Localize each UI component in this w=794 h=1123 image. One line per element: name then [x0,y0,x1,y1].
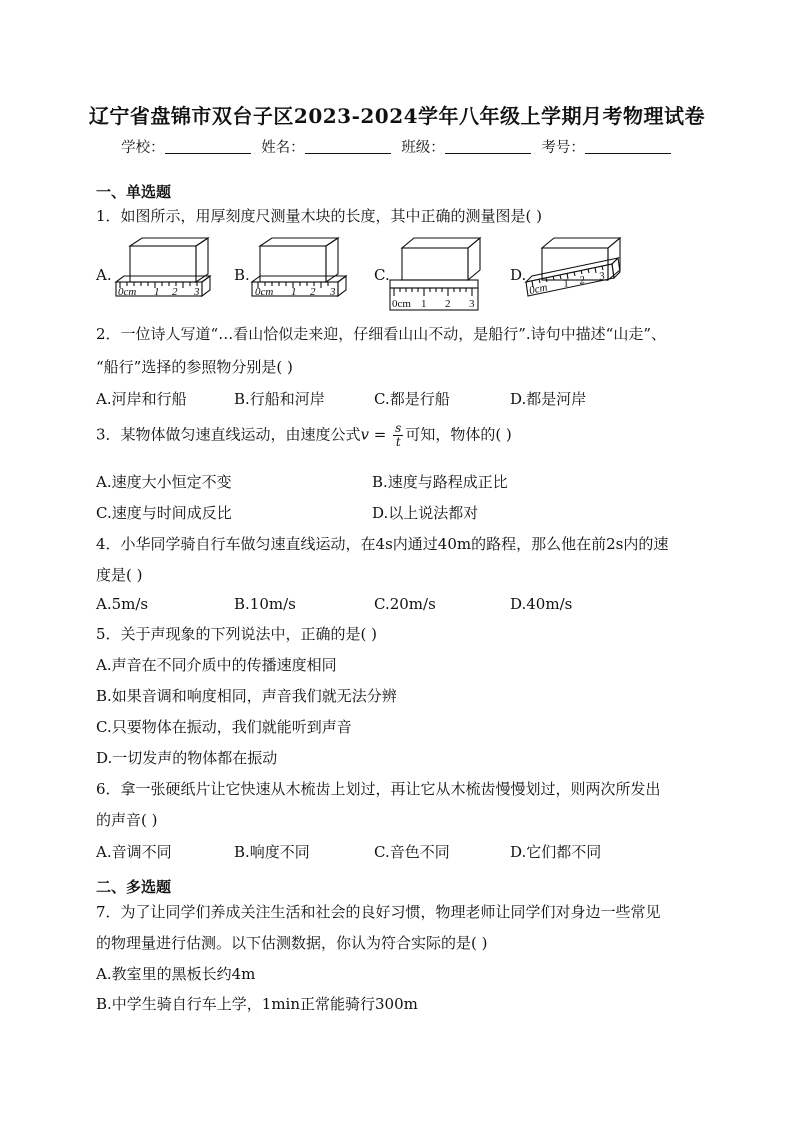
q1-d-tick-0: 0cm [528,281,549,297]
q1-d-tick-1: 1 [562,277,571,290]
section-heading-single: 一、单选题 [96,183,172,201]
q1-figure-b [246,236,352,312]
q4-option-a[interactable]: A.5m/s [96,595,149,613]
q5-option-c[interactable]: C.只要物体在振动，我们就能听到声音 [96,718,352,736]
q6-option-a[interactable]: A.音调不同 [96,843,172,861]
q4-option-b[interactable]: B.10m/s [234,595,296,613]
q5-option-a[interactable]: A.声音在不同介质中的传播速度相同 [96,656,337,674]
name-blank [305,139,391,154]
q2-option-a[interactable]: A.河岸和行船 [96,390,187,408]
q1-figure-c [386,236,492,312]
q3-option-a[interactable]: A.速度大小恒定不变 [96,473,232,491]
q1-figure-a [110,236,216,312]
q5-stem: 5．关于声现象的下列说法中，正确的是( ) [96,625,378,643]
q1-figure-c-label: C. [374,266,390,284]
q5-option-b[interactable]: B.如果音调和响度相同，声音我们就无法分辨 [96,687,397,705]
q4-option-c[interactable]: C.20m/s [374,595,436,613]
q1-a-tick-3: 3 [194,286,200,298]
q3-option-c[interactable]: C.速度与时间成反比 [96,504,232,522]
q2-stem-line2: “船行”选择的参照物分别是( ) [96,358,293,376]
q2-option-d[interactable]: D.都是河岸 [510,390,587,408]
q3-formula-fraction [393,422,403,449]
school-label: 学校： [121,140,165,156]
q1-c-tick-1: 1 [421,298,427,310]
class-label: 班级： [401,140,445,156]
q2-option-b[interactable]: B.行船和河岸 [234,390,325,408]
number-label: 考号： [541,140,585,156]
q7-option-b[interactable]: B.中学生骑自行车上学，1min正常能骑行300m [96,995,418,1013]
q1-figure-d-label: D. [510,266,527,284]
q1-c-tick-2: 2 [445,298,451,310]
q4-option-d[interactable]: D.40m/s [510,595,573,613]
section-heading-multi: 二、多选题 [96,878,172,896]
class-blank [445,139,531,154]
q3-stem-pre: 3．某物体做匀速直线运动，由速度公式 [96,425,361,444]
q1-d-tick-3: 3 [598,270,607,283]
q1-b-tick-0: 0cm [255,286,274,298]
q1-figure-b-label: B. [234,266,250,284]
q4-stem-line2: 度是( ) [96,566,143,584]
q1-a-tick-0: 0cm [118,286,137,298]
number-blank [585,139,671,154]
q1-b-tick-2: 2 [310,286,316,298]
q3-formula-numerator: s [395,421,402,435]
q1-a-tick-1: 1 [154,286,160,298]
exam-title: 辽宁省盘锦市双台子区2023-2024学年八年级上学期月考物理试卷 [88,104,706,128]
q6-option-c[interactable]: C.音色不同 [374,843,450,861]
q1-c-tick-3: 3 [469,298,475,310]
q3-formula-v: v [360,425,370,444]
q1-stem: 1．如图所示，用厚刻度尺测量木块的长度，其中正确的测量图是( ) [96,207,543,225]
school-blank [165,139,251,154]
q3-formula-eq: = [369,425,392,444]
q3-option-d[interactable]: D.以上说法都对 [372,504,479,522]
q6-stem-line2: 的声音( ) [96,811,158,829]
name-label: 姓名： [261,140,305,156]
q7-stem-line1: 7．为了让同学们养成关注生活和社会的良好习惯，物理老师让同学们对身边一些常见 [96,903,661,921]
q1-figure-a-label: A. [96,266,112,284]
q6-option-d[interactable]: D.它们都不同 [510,843,602,861]
q7-option-a[interactable]: A.教室里的黑板长约4m [96,965,256,983]
q2-stem-line1: 2．一位诗人写道“…看山恰似走来迎，仔细看山山不动，是船行”.诗句中描述“山走”、 [96,325,666,343]
q1-b-tick-3: 3 [330,286,336,298]
q3-option-b[interactable]: B.速度与路程成正比 [372,473,508,491]
q4-stem-line1: 4．小华同学骑自行车做匀速直线运动，在4s内通过40m的路程，那么他在前2s内的速 [96,535,669,553]
q3-formula-denominator: t [395,435,401,449]
q6-option-b[interactable]: B.响度不同 [234,843,310,861]
student-info-row [0,136,794,157]
q3-stem [96,422,512,449]
q3-stem-post: 可知，物体的( ) [405,425,512,444]
q1-figure-d [522,234,632,312]
q5-option-d[interactable]: D.一切发声的物体都在振动 [96,749,278,767]
q1-b-tick-1: 1 [291,286,297,298]
q1-a-tick-2: 2 [172,286,178,298]
q2-option-c[interactable]: C.都是行船 [374,390,450,408]
q1-c-tick-0: 0cm [392,298,411,310]
q7-stem-line2: 的物理量进行估测。以下估测数据，你认为符合实际的是( ) [96,934,488,952]
q1-d-tick-2: 2 [578,274,587,287]
q6-stem-line1: 6．拿一张硬纸片让它快速从木梳齿上划过，再让它从木梳齿慢慢划过，则两次所发出 [96,780,661,798]
